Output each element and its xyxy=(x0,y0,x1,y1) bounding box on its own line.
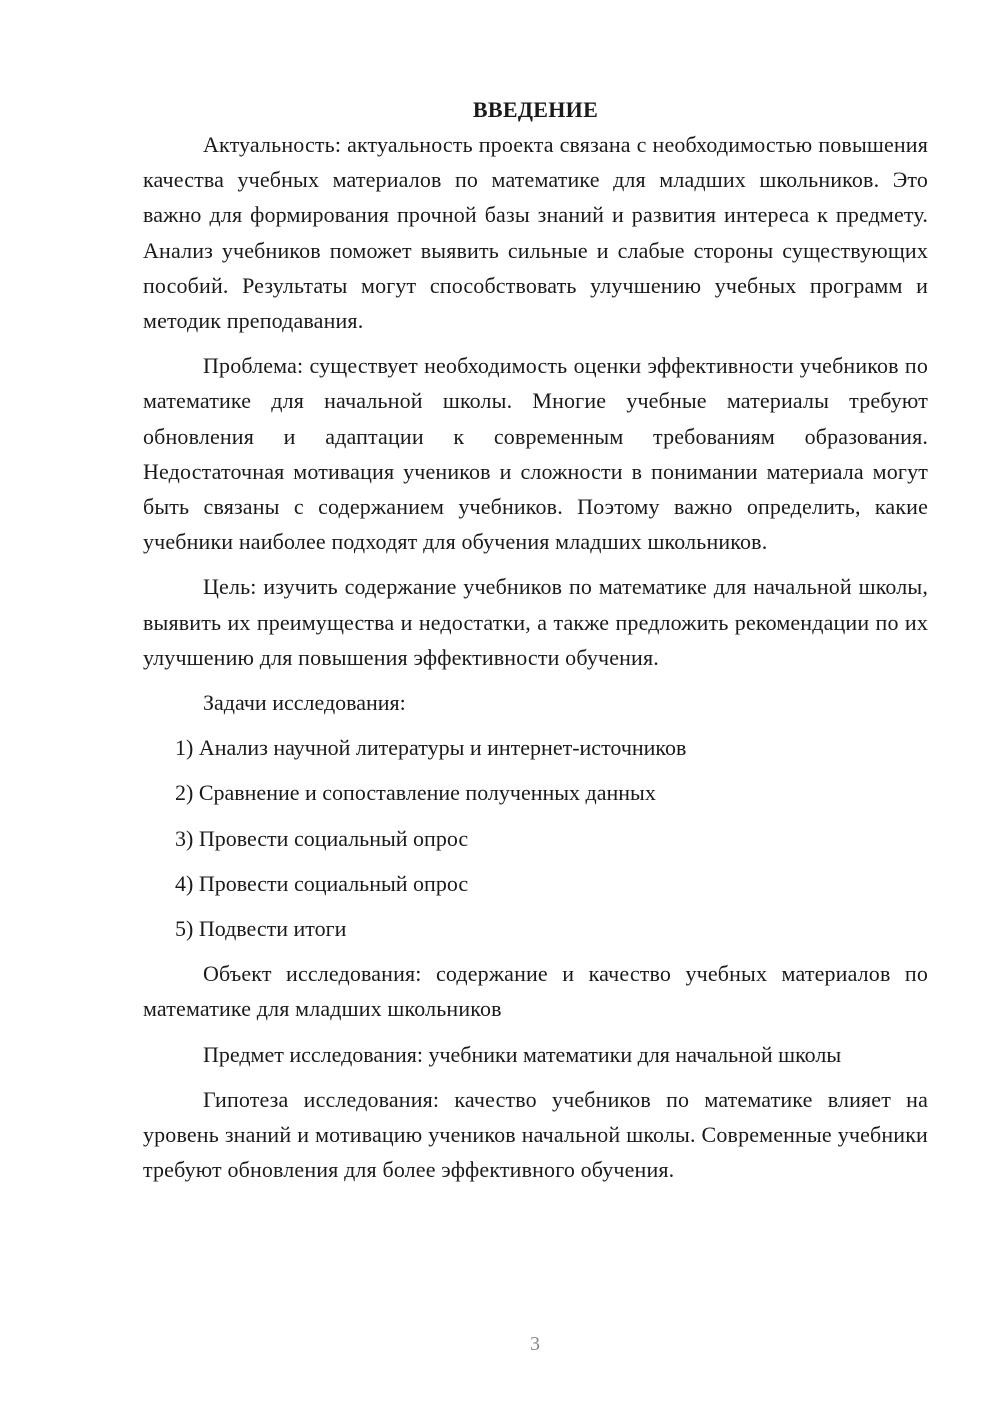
tasks-list xyxy=(143,730,928,946)
tasks-heading: Задачи исследования: xyxy=(203,690,406,716)
relevance-paragraph: Актуальность: актуальность проекта связана с необходимостью повышения качества учебных материалов по математике для младших школьников. Это важно для формирования прочной базы знаний и развития интереса к предмету. Анализ учебников поможет выявить сильные и слабые стороны существующих пособий. Результаты могут способствовать улучшению учебных программ и методик преподавания. xyxy=(143,132,928,334)
list-item: 1) Анализ научной литературы и интернет-источников xyxy=(175,735,687,761)
hypothesis-paragraph: Гипотеза исследования: качество учебников по математике влияет на уровень знаний и мотивацию учеников начальной школы. Современные учебники требуют обновления для более эффективного обучения. xyxy=(143,1086,928,1183)
page-title: ВВЕДЕНИЕ xyxy=(472,97,599,122)
list-item: 2) Сравнение и сопоставление полученных данных xyxy=(175,780,656,806)
goal-paragraph: Цель: изучить содержание учебников по математике для начальной школы, выявить их преимущества и недостатки, а также предложить рекомендации по их улучшению для повышения эффективности обучения. xyxy=(143,574,928,670)
subject-paragraph: Предмет исследования: учебники математики для начальной школы xyxy=(203,1041,842,1067)
list-item: 5) Подвести итоги xyxy=(175,916,347,942)
page-number: 3 xyxy=(530,1333,540,1355)
list-item: 4) Провести социальный опрос xyxy=(175,870,469,896)
problem-paragraph: Проблема: существует необходимость оценки эффективности учебников по математике для начальной школы. Многие учебные материалы требуют обновления и адаптации к современным требованиям образования. Недостаточная мотивация учеников и сложности в понимании материала могут быть связаны с содержанием учебников. Поэтому важно определить, какие учебники наиболее подходят для обучения младших школьников. xyxy=(143,353,928,555)
object-paragraph: Объект исследования: содержание и качество учебных материалов по математике для младших школьников xyxy=(143,961,928,1022)
document-page xyxy=(143,92,928,1197)
list-item: 3) Провести социальный опрос xyxy=(175,825,469,851)
